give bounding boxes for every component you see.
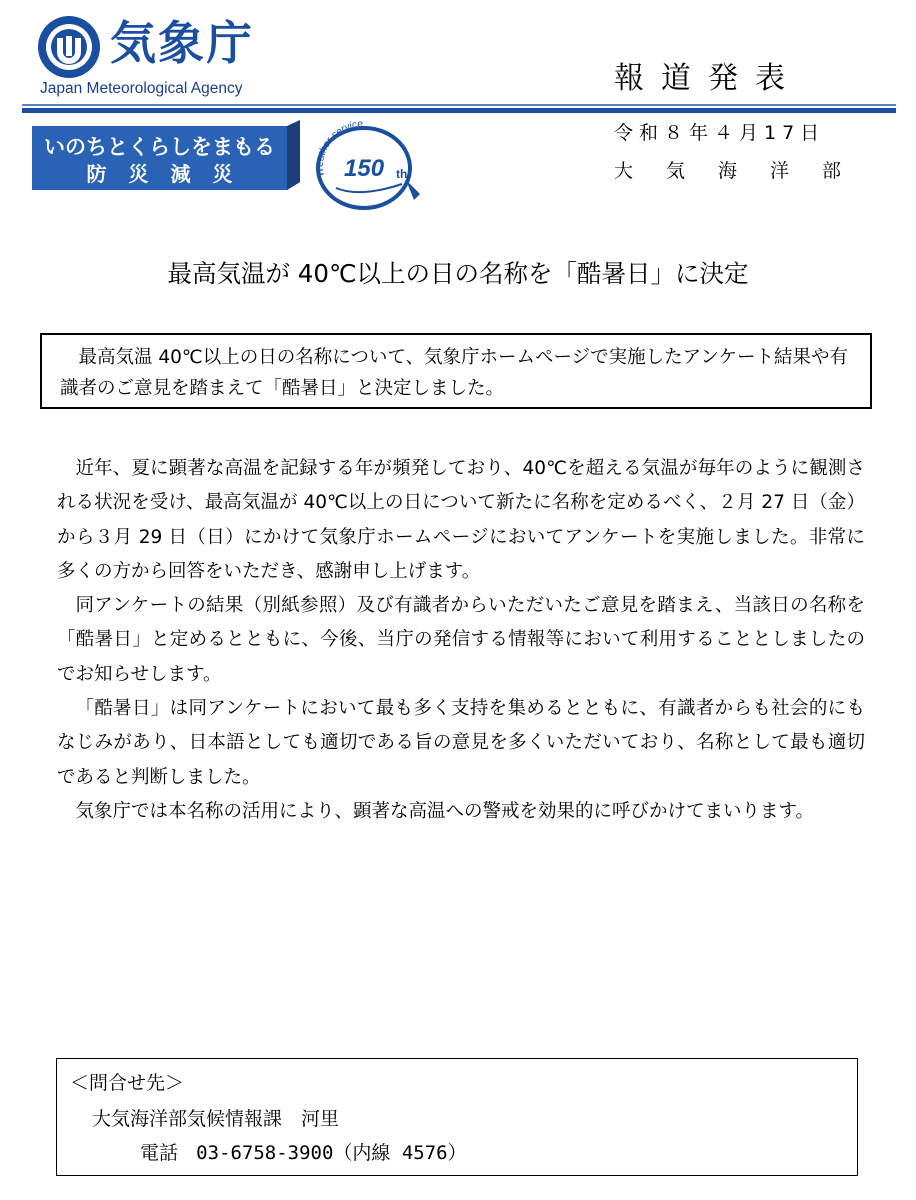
jma-logo-icon bbox=[36, 14, 102, 80]
badge-suffix: th bbox=[396, 167, 408, 181]
page-title: 最高気温が 40℃以上の日の名称を「酷暑日」に決定 bbox=[167, 259, 749, 288]
summary-text: 最高気温 40℃以上の日の名称について、気象庁ホームページで実施したアンケート結果や有識者のご意見を踏まえて「酷暑日」と決定しました。 bbox=[60, 347, 848, 399]
slogan-line-2: 防災減災 bbox=[86, 162, 255, 186]
header-divider bbox=[22, 104, 896, 114]
phone-label: 電話 bbox=[140, 1142, 179, 1164]
body-paragraph-1: 近年、夏に顕著な高温を記録する年が頻発しており、40℃を超える気温が毎年のように観測される状況を受け、最高気温が 40℃以上の日について新たに名称を定めるべく、２月 27 日（金）から３月 29 日（日）にかけて気象庁ホームページにおいてアンケートを実施しました。非常に多くの方から回答をいただき、感謝申し上げます。 bbox=[57, 458, 865, 582]
contact-phone bbox=[140, 1140, 467, 1166]
press-release-label: 報道発表 bbox=[614, 61, 802, 96]
body-text bbox=[57, 452, 865, 829]
release-date: 令和８年４月17日 bbox=[614, 122, 826, 144]
badge-arc-text: Weather service bbox=[314, 118, 364, 178]
body-paragraph-2: 同アンケートの結果（別紙参照）及び有識者からいただいたご意見を踏まえ、当該日の名称を「酷暑日」と定めるとともに、今後、当庁の発信する情報等において利用することとしましたのでお知らせします。 bbox=[57, 595, 865, 685]
weather-service-150th-badge bbox=[310, 118, 428, 210]
phone-number: 03-6758-3900（内線 4576） bbox=[196, 1142, 467, 1164]
body-paragraph-4: 気象庁では本名称の活用により、顕著な高温への警戒を効果的に呼びかけてまいります。 bbox=[75, 800, 815, 822]
agency-name-en: Japan Meteorological Agency bbox=[40, 80, 243, 97]
contact-heading: ＜問合せ先＞ bbox=[70, 1072, 185, 1094]
contact-department: 大気海洋部気候情報課 河里 bbox=[92, 1108, 340, 1130]
badge-number: 150 bbox=[344, 155, 385, 182]
department-name: 大気海洋部 bbox=[614, 160, 875, 182]
body-paragraph-3: 「酷暑日」は同アンケートにおいて最も多く支持を集めるとともに、有識者からも社会的にもなじみがあり、日本語としても適切である旨の意見を多くいただいており、名称として最も適切であると判断しました。 bbox=[57, 698, 865, 788]
agency-name-jp: 気象庁 bbox=[110, 16, 254, 70]
slogan-line-1: いのちとくらしをまもる bbox=[44, 135, 275, 159]
